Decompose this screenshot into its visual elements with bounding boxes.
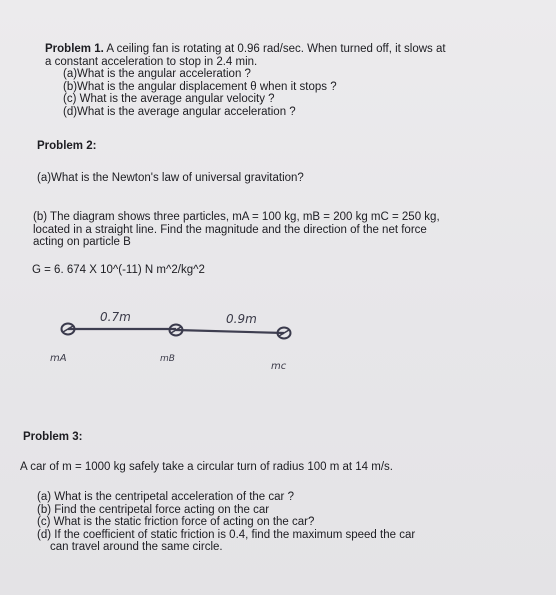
problem-2-part-b-line1: (b) The diagram shows three particles, mA = 100 kg, mB = 200 kg mC = 250 kg,	[33, 211, 440, 223]
problem-3-statement: A car of m = 1000 kg safely take a circular turn of radius 100 m at 14 m/s.	[20, 461, 393, 473]
particle-c-label: mc	[271, 361, 287, 372]
distance-bc-label: 0.9m	[226, 312, 257, 326]
problem-1-item-d: (d)What is the average angular acceleration ?	[63, 105, 296, 118]
problem-3-item-a: (a) What is the centripetal acceleration of the car ?	[37, 491, 294, 503]
problem-1-title: Problem 1.	[45, 43, 104, 55]
particle-a-label: mA	[50, 353, 67, 364]
problem-3-items	[37, 491, 507, 554]
problem-1-intro-line2: a constant acceleration to stop in 2.4 min.	[45, 55, 258, 68]
problem-3-item-c: (c) What is the static friction force of acting on the car?	[37, 516, 315, 528]
problem-1-intro-line1: A ceiling fan is rotating at 0.96 rad/sec. When turned off, it slows at	[103, 43, 446, 55]
segment-bc	[176, 330, 284, 333]
problem-3-item-b: (b) Find the centripetal force acting on the car	[37, 503, 270, 516]
problem-2-part-a: (a)What is the Newton's law of universal gravitation?	[37, 172, 304, 184]
problem-3-item-d-continued: can travel around the same circle.	[50, 541, 223, 553]
distance-ab-label: 0.7m	[100, 310, 131, 324]
particle-b-label: mB	[160, 354, 175, 364]
problem-1-item-b: (b)What is the angular displacement θ when it stops ?	[63, 80, 337, 93]
gravitational-constant: G = 6. 674 X 10^(-11) N m^2/kg^2	[32, 264, 205, 276]
problem-3-item-d: (d) If the coefficient of static friction is 0.4, find the maximum speed the car	[37, 528, 416, 541]
problem-2-part-b-line3: acting on particle B	[33, 236, 131, 248]
problem-3-title: Problem 3:	[23, 431, 83, 443]
problem-1-item-c: (c) What is the average angular velocity ?	[63, 93, 275, 105]
problem-1-item-a: (a)What is the angular acceleration ?	[63, 68, 251, 80]
problem-2-title: Problem 2:	[37, 140, 97, 152]
problem-2-part-b-line2: located in a straight line. Find the magnitude and the direction of the net force	[33, 223, 427, 236]
